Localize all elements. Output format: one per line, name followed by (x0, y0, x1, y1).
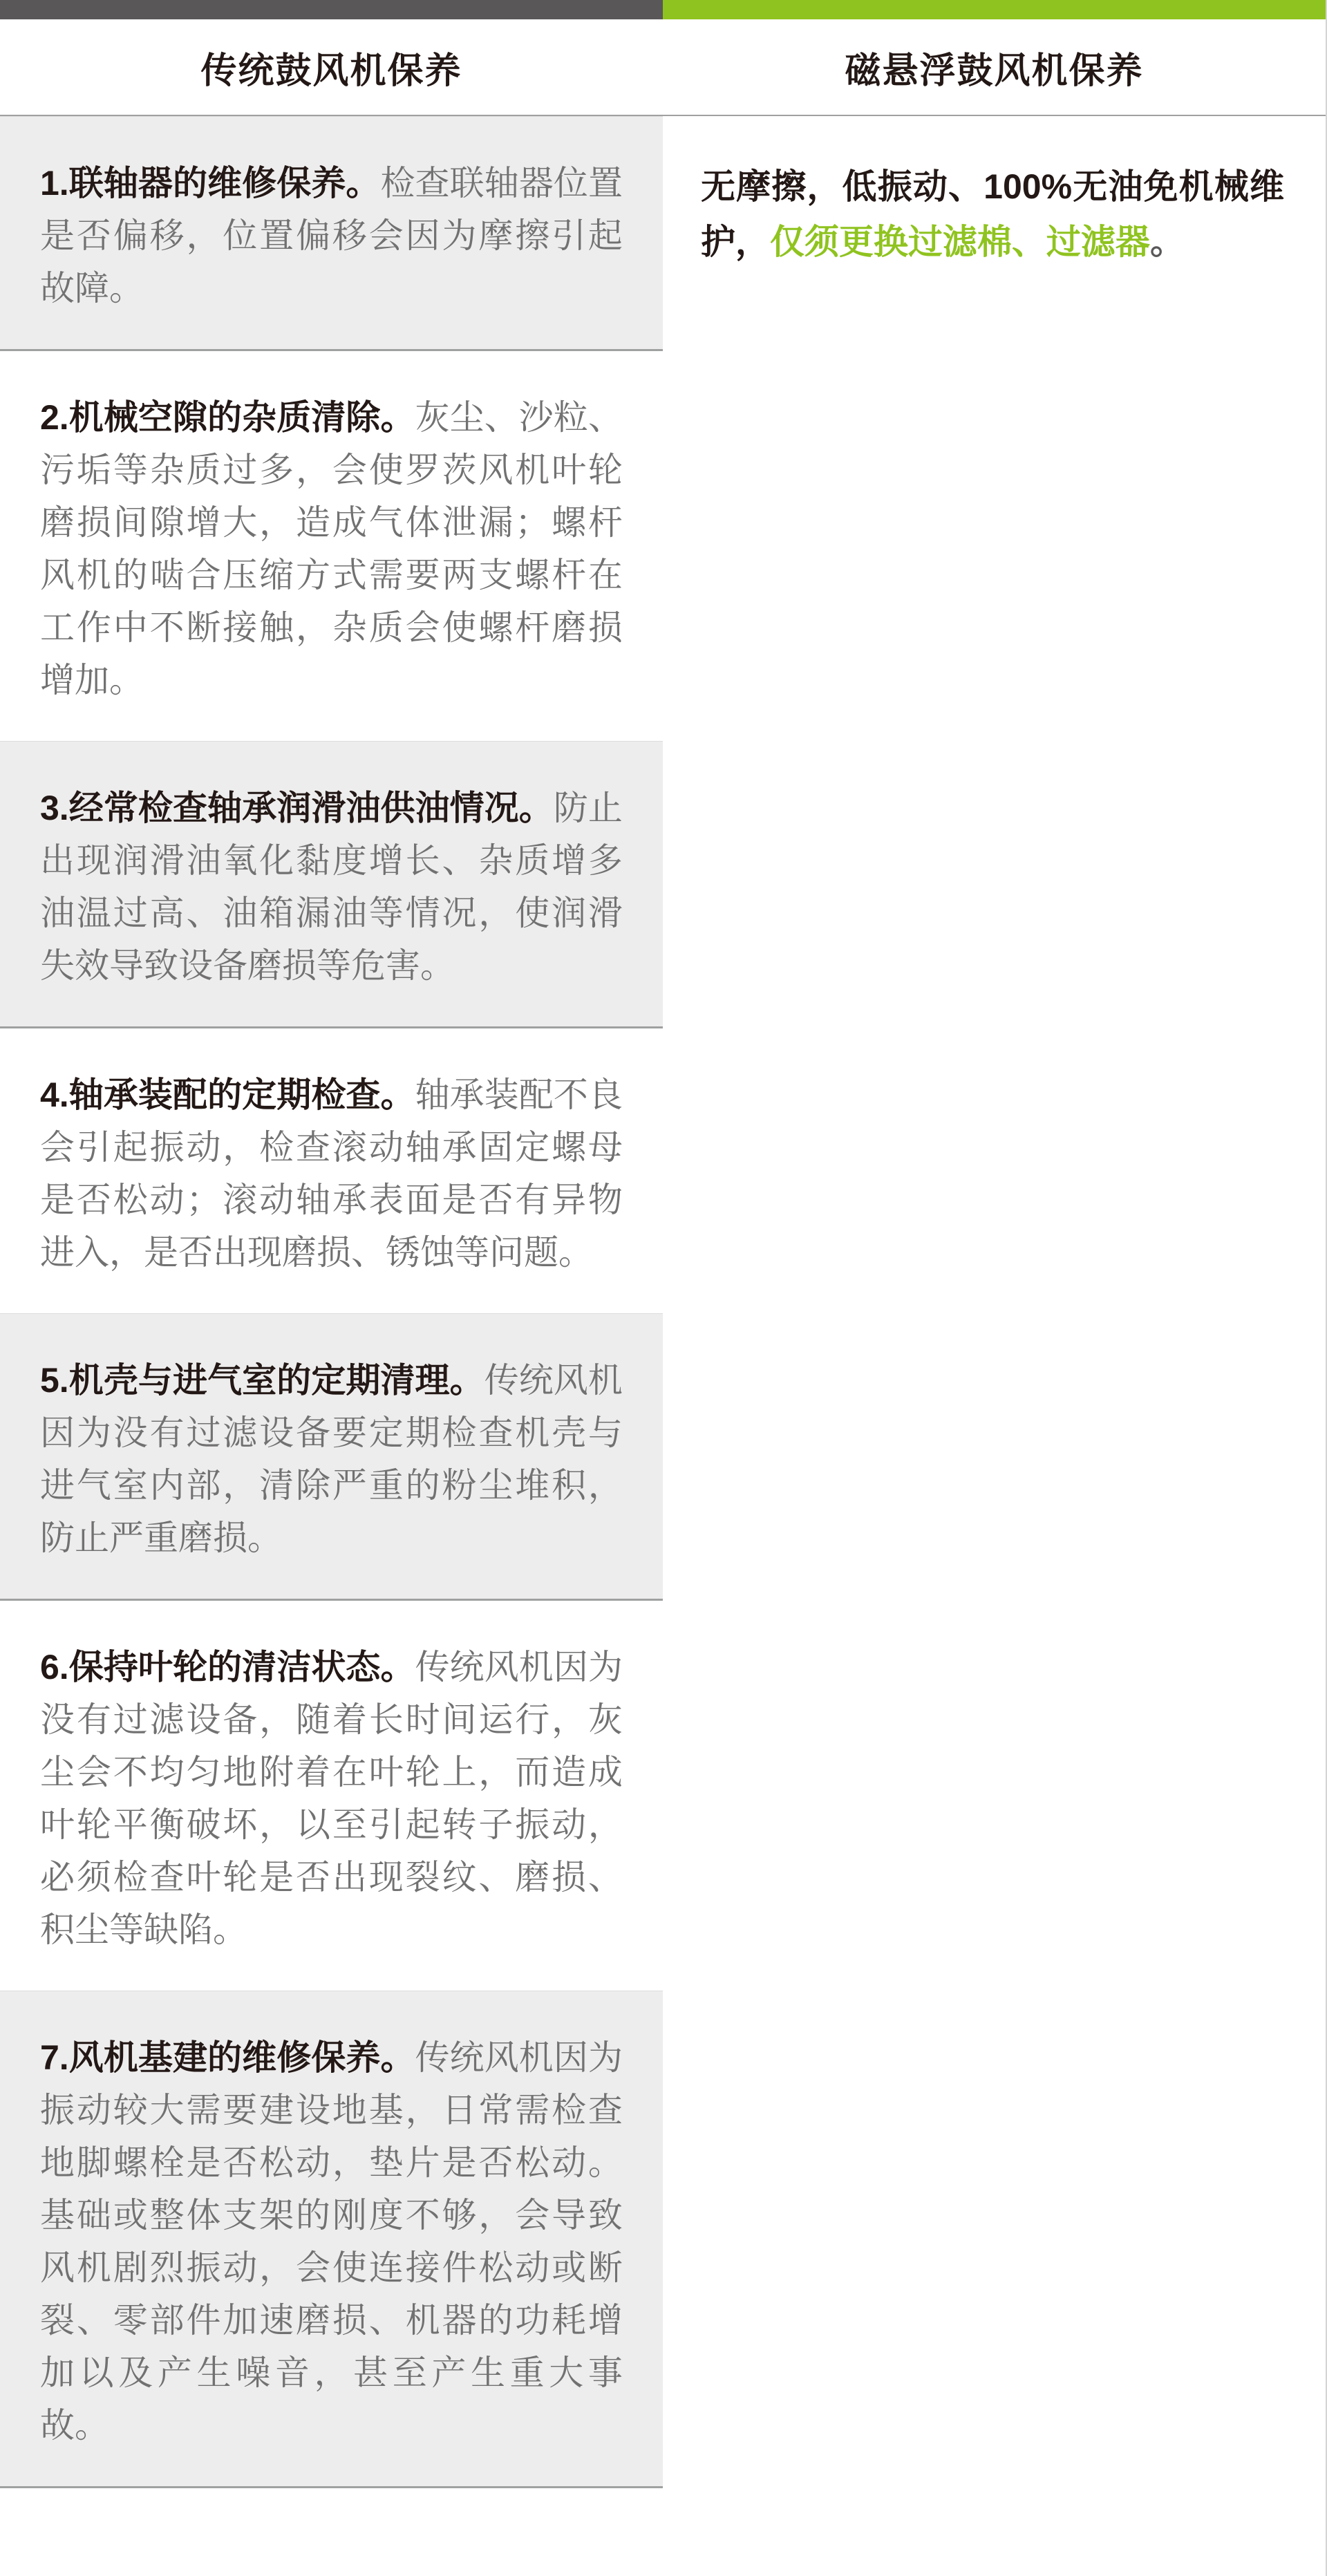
top-bar-left (0, 0, 663, 19)
table-header-row (0, 19, 1326, 116)
maintenance-item-title: 6.保持叶轮的清洁状态。 (40, 1648, 415, 1686)
maintenance-item-text (40, 782, 623, 992)
maintenance-item-title: 5.机壳与进气室的定期清理。 (40, 1361, 484, 1400)
maintenance-item (0, 1028, 663, 1313)
maintenance-item-title: 7.风机基建的维修保养。 (40, 2038, 415, 2077)
maintenance-item-title: 3.经常检查轴承润滑油供油情况。 (40, 789, 554, 827)
maintenance-item-body: 防止出现润滑油氧化黏度增长、杂质增多油温过高、油箱漏油等情况，使润滑失效导致设备磨损等危害。 (40, 789, 623, 985)
maintenance-item-title: 2.机械空隙的杂质清除。 (40, 398, 415, 437)
maintenance-item-body: 轴承装配不良会引起振动，检查滚动轴承固定螺母是否松动；滚动轴承表面是否有异物进入，是否出现磨损、锈蚀等问题。 (40, 1075, 623, 1272)
maintenance-item (0, 1601, 663, 1991)
note-lead: 无摩擦，低振动、100%无油免机械维护， (700, 167, 1284, 261)
maintenance-item-body: 检查联轴器位置是否偏移，位置偏移会因为摩擦引起故障。 (40, 164, 623, 308)
column-header-traditional-blower: 传统鼓风机保养 (200, 50, 462, 91)
maintenance-item-title: 4.轴承装配的定期检查。 (40, 1075, 415, 1114)
maintenance-item (0, 741, 663, 1028)
column-header-maglev-blower: 磁悬浮鼓风机保养 (845, 50, 1144, 91)
maintenance-item-text (40, 1354, 623, 1564)
maintenance-item-body: 传统风机因为没有过滤设备，随着长时间运行，灰尘会不均匀地附着在叶轮上，而造成叶轮平衡破坏，以至引起转子振动，必须检查叶轮是否出现裂纹、磨损、积尘等缺陷。 (40, 1648, 623, 1949)
top-bar-right (663, 0, 1326, 19)
maintenance-item (0, 1313, 663, 1601)
maintenance-item (0, 116, 663, 351)
maintenance-item-title: 1.联轴器的维修保养。 (40, 164, 381, 203)
maintenance-item-text (40, 1069, 623, 1279)
maintenance-item-text (40, 157, 623, 314)
maintenance-list (0, 116, 663, 2488)
maintenance-item-body: 传统风机因为振动较大需要建设地基，日常需检查地脚螺栓是否松动，垫片是否松动。基础或整体支架的刚度不够，会导致风机剧烈振动，会使连接件松动或断裂、零部件加速磨损、机器的功耗增加以及产生噪音，甚至产生重大事故。 (40, 2038, 623, 2445)
note-highlight: 仅须更换过滤棉、过滤器 (769, 223, 1150, 261)
maintenance-item-body: 传统风机因为没有过滤设备要定期检查机壳与进气室内部，清除严重的粉尘堆积，防止严重磨损。 (40, 1361, 623, 1557)
maintenance-item-body: 灰尘、沙粒、污垢等杂质过多，会使罗茨风机叶轮磨损间隙增大，造成气体泄漏；螺杆风机的啮合压缩方式需要两支螺杆在工作中不断接触，杂质会使螺杆磨损增加。 (40, 398, 623, 699)
maintenance-item-text (40, 1641, 623, 1956)
table-body (0, 116, 1326, 2488)
maglev-column (663, 116, 1326, 2488)
note-suffix: 。 (1149, 223, 1185, 261)
maintenance-item-text (40, 2031, 623, 2452)
maglev-maintenance-note (701, 159, 1284, 270)
maintenance-item (0, 351, 663, 741)
top-accent-bars (0, 0, 1326, 19)
maintenance-item (0, 1991, 663, 2488)
maintenance-item-text (40, 391, 623, 706)
